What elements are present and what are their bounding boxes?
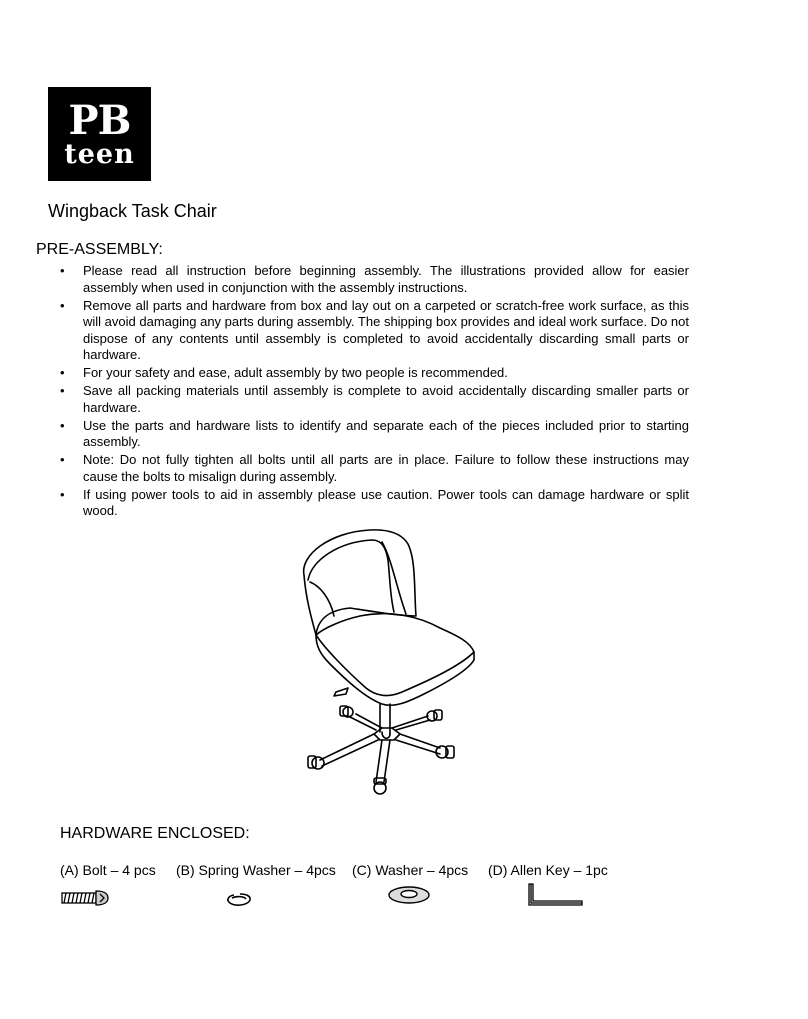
bullet-icon: • <box>60 297 65 313</box>
pre-assembly-heading: PRE-ASSEMBLY: <box>36 241 163 258</box>
list-item <box>60 452 689 485</box>
list-item <box>60 365 689 382</box>
list-item-text: Note: Do not fully tighten all bolts until all parts are in place. Failure to follow these instructions may cause the bolts to misalign during assembly. <box>83 452 689 484</box>
spring-washer-icon <box>224 890 254 910</box>
bullet-icon: • <box>60 486 65 502</box>
list-item-text: For your safety and ease, adult assembly by two people is recommended. <box>83 365 508 380</box>
list-item <box>60 298 689 364</box>
list-item <box>60 263 689 296</box>
allen-key-icon <box>526 882 586 908</box>
bolt-icon <box>60 888 110 908</box>
bullet-icon: • <box>60 383 65 398</box>
hardware-item-spring-washer-label: (B) Spring Washer – 4pcs <box>176 862 336 878</box>
hardware-item-bolt-label: (A) Bolt – 4 pcs <box>60 862 156 878</box>
hardware-item-washer-label: (C) Washer – 4pcs <box>352 862 469 878</box>
list-item-text: Please read all instruction before beginning assembly. The illustrations provided allow for easier assembly when used in conjunction with the assembly instructions. <box>83 263 689 295</box>
bullet-icon: • <box>60 452 65 467</box>
chair-illustration <box>290 520 490 810</box>
washer-icon <box>386 884 432 906</box>
hardware-heading: HARDWARE ENCLOSED: <box>60 825 250 842</box>
pre-assembly-list <box>60 263 689 521</box>
list-item-text: Use the parts and hardware lists to identify and separate each of the pieces included prior to starting assembly. <box>83 417 689 449</box>
brand-logo-line-2: teen <box>64 139 135 170</box>
bullet-icon: • <box>60 417 65 433</box>
hardware-item-allen-key-label: (D) Allen Key – 1pc <box>488 862 608 878</box>
list-item <box>60 487 689 520</box>
bullet-icon: • <box>60 263 65 278</box>
brand-logo <box>48 87 151 181</box>
document-title: Wingback Task Chair <box>48 201 217 221</box>
bullet-icon: • <box>60 365 65 380</box>
brand-logo-line-1: PB <box>68 97 131 144</box>
list-item-text: If using power tools to aid in assembly please use caution. Power tools can damage hardware or split wood. <box>83 486 689 518</box>
list-item-text: Remove all parts and hardware from box and lay out on a carpeted or scratch-free work surface, as this will avoid damaging any parts during assembly. The shipping box provides and ideal work surface. Do not dispose of any contents until assembly is completed to avoid accidentally discarding small parts or hardware. <box>83 297 689 362</box>
list-item-text: Save all packing materials until assembly is complete to avoid accidentally discarding smaller parts or hardware. <box>83 383 689 415</box>
list-item <box>60 383 689 416</box>
list-item <box>60 418 689 451</box>
